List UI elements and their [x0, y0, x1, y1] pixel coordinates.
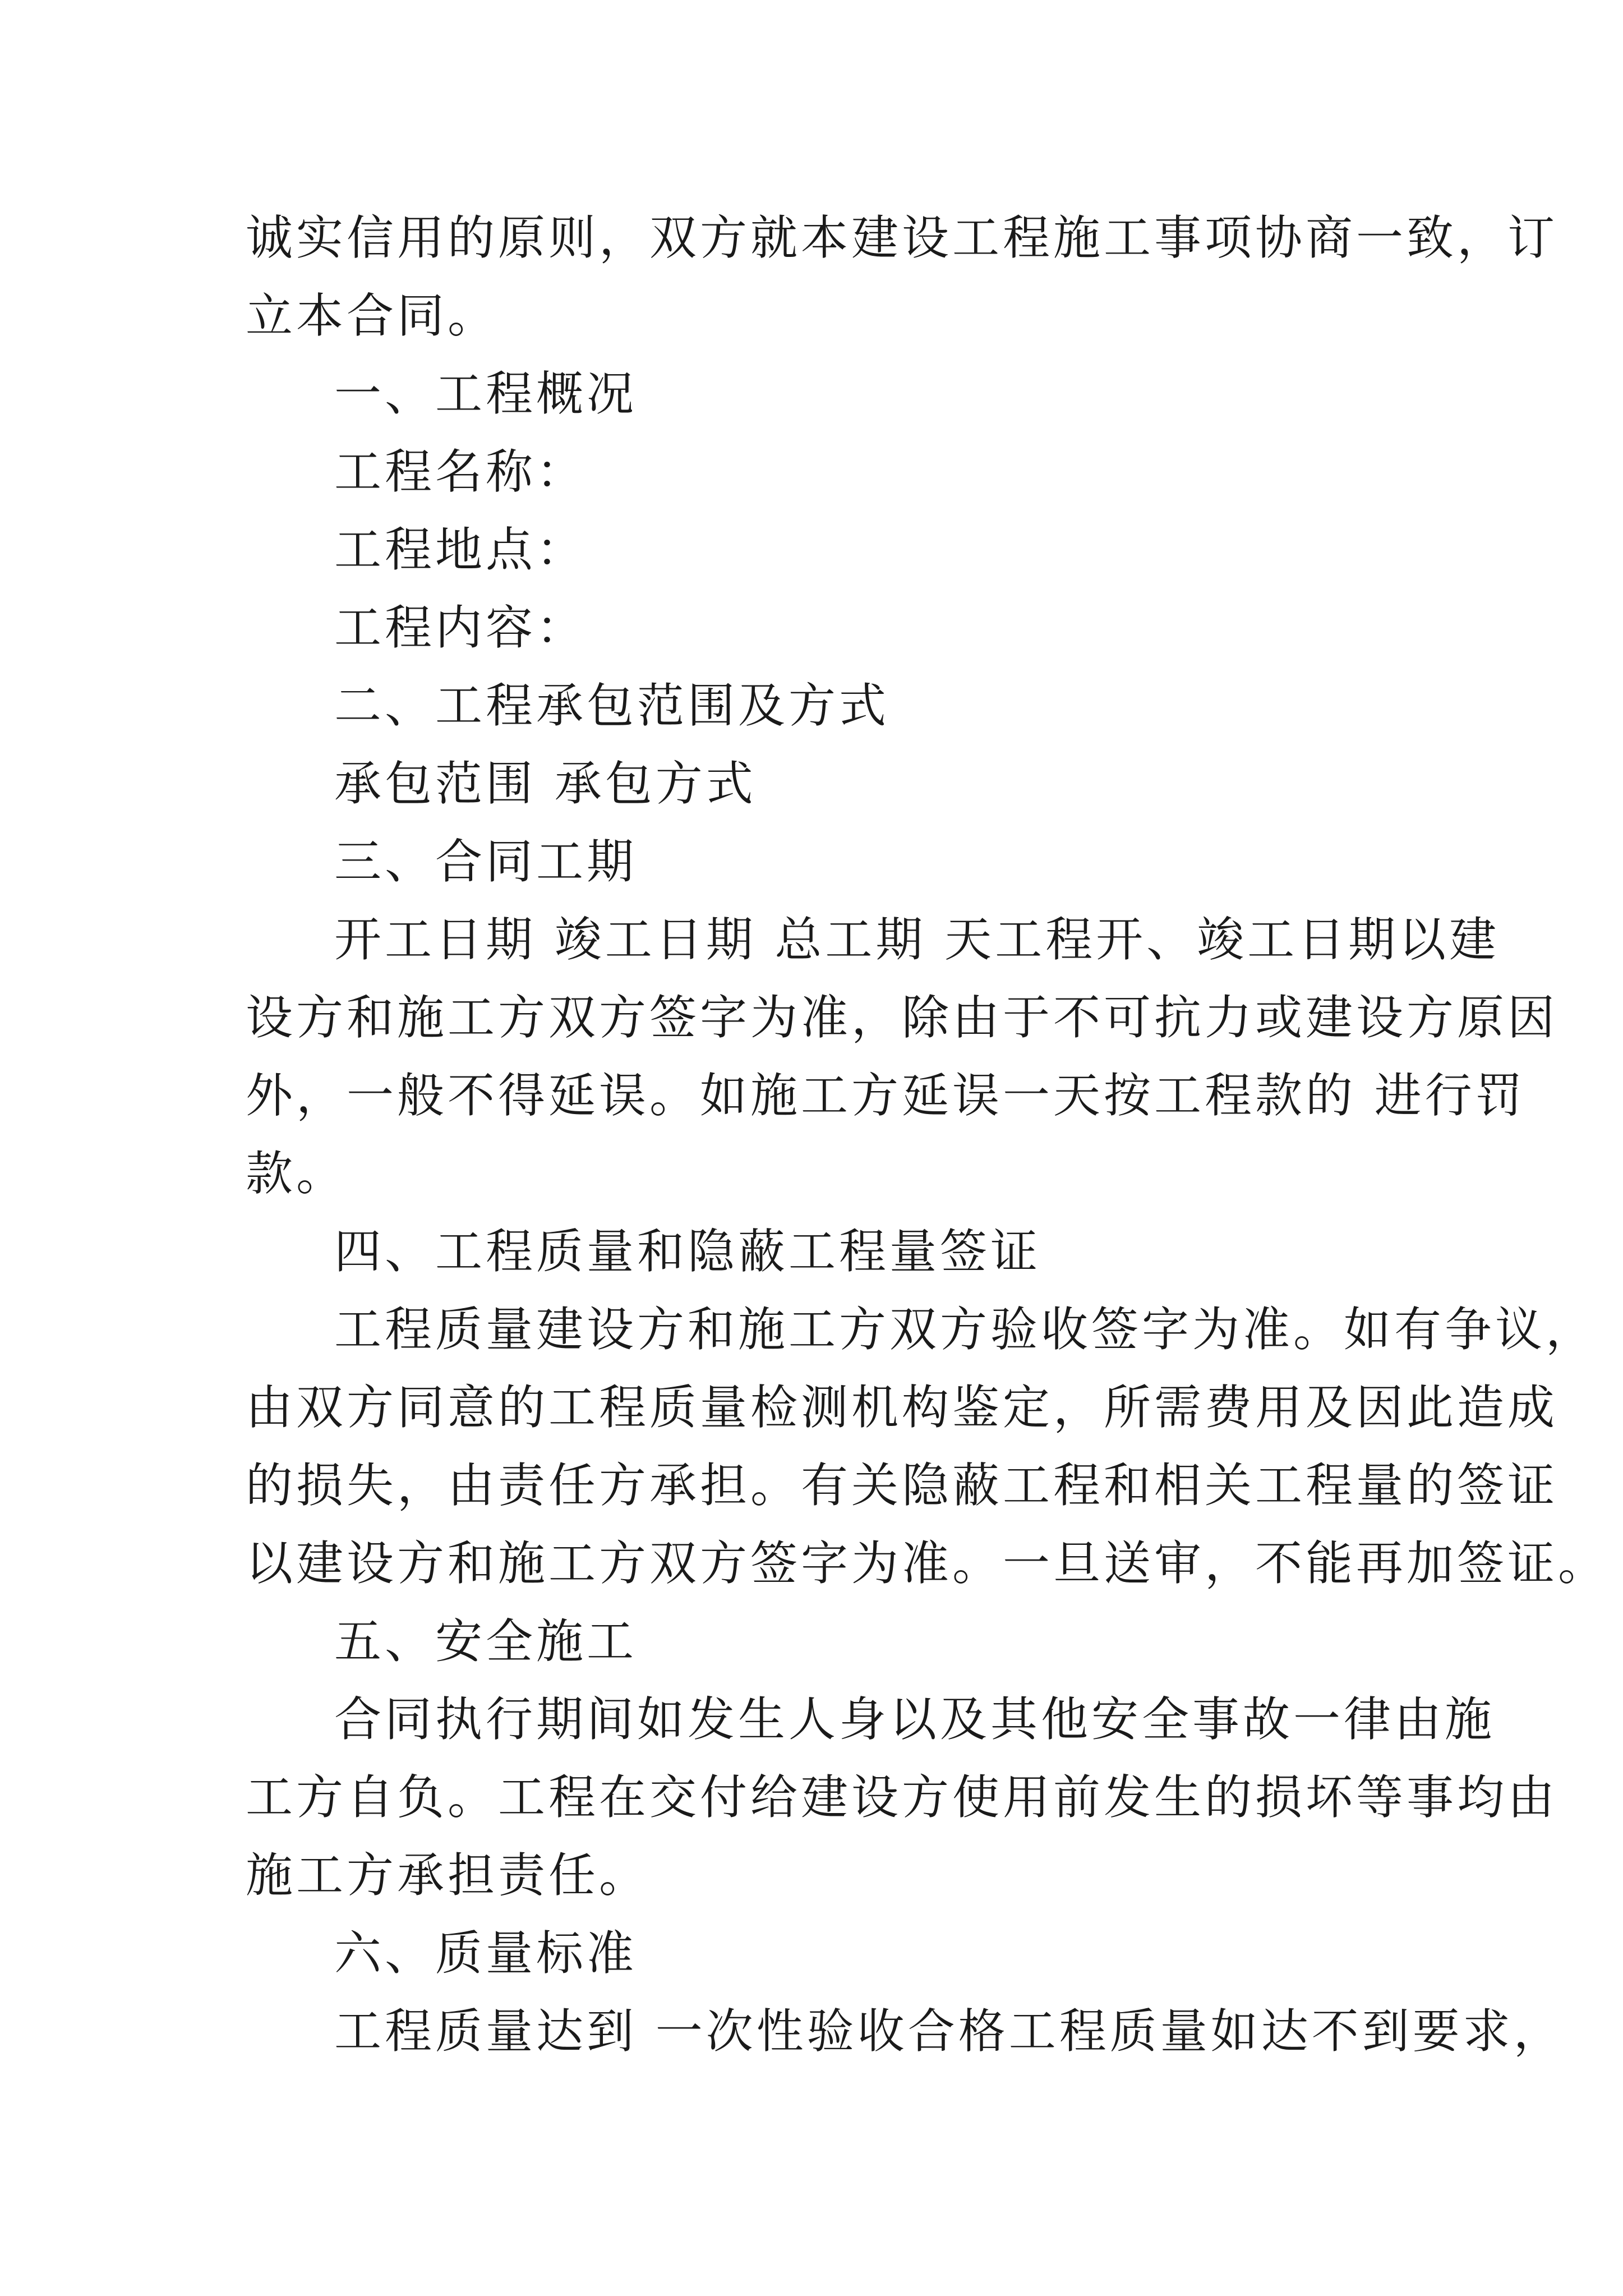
paragraph-line: 款。: [246, 1146, 347, 1201]
paragraph-line: 工程质量达到 一次性验收合格工程质量如达不到要求，: [334, 2004, 1564, 2059]
paragraph-line: 以建设方和施工方双方签字为准。一旦送审，不能再加签证。: [246, 1536, 1609, 1591]
paragraph-line: 诚实信用的原则，双方就本建设工程施工事项协商一致，订: [246, 210, 1559, 265]
field-label-project-content: 工程内容：: [334, 600, 587, 655]
paragraph-line: 开工日期 竣工日期 总工期 天工程开、竣工日期以建: [334, 912, 1500, 967]
section-heading: 一、工程概况: [334, 366, 638, 421]
section-heading: 四、工程质量和隐蔽工程量签证: [334, 1224, 1041, 1279]
field-label-project-name: 工程名称：: [334, 444, 587, 499]
paragraph-line: 外，一般不得延误。如施工方延误一天按工程款的 进行罚: [246, 1068, 1526, 1123]
section-heading: 五、安全施工: [334, 1614, 638, 1669]
paragraph-line: 承包范围 承包方式: [334, 756, 757, 811]
section-heading: 二、工程承包范围及方式: [334, 678, 890, 733]
contract-body-text: [246, 199, 1609, 2070]
paragraph-line: 合同执行期间如发生人身以及其他安全事故一律由施: [334, 1692, 1496, 1747]
paragraph-line: 立本合同。: [246, 288, 499, 343]
paragraph-line: 施工方承担责任。: [246, 1848, 650, 1903]
paragraph-line: 的损失，由责任方承担。有关隐蔽工程和相关工程量的签证: [246, 1458, 1559, 1513]
paragraph-line: 由双方同意的工程质量检测机构鉴定，所需费用及因此造成: [246, 1380, 1559, 1435]
section-heading: 六、质量标准: [334, 1926, 638, 1981]
section-heading: 三、合同工期: [334, 834, 638, 889]
paragraph-line: 设方和施工方双方签字为准，除由于不可抗力或建设方原因: [246, 990, 1559, 1045]
field-label-project-location: 工程地点：: [334, 522, 587, 577]
paragraph-line: 工方自负。工程在交付给建设方使用前发生的损坏等事均由: [246, 1770, 1559, 1825]
paragraph-line: 工程质量建设方和施工方双方验收签字为准。如有争议，: [334, 1302, 1597, 1357]
